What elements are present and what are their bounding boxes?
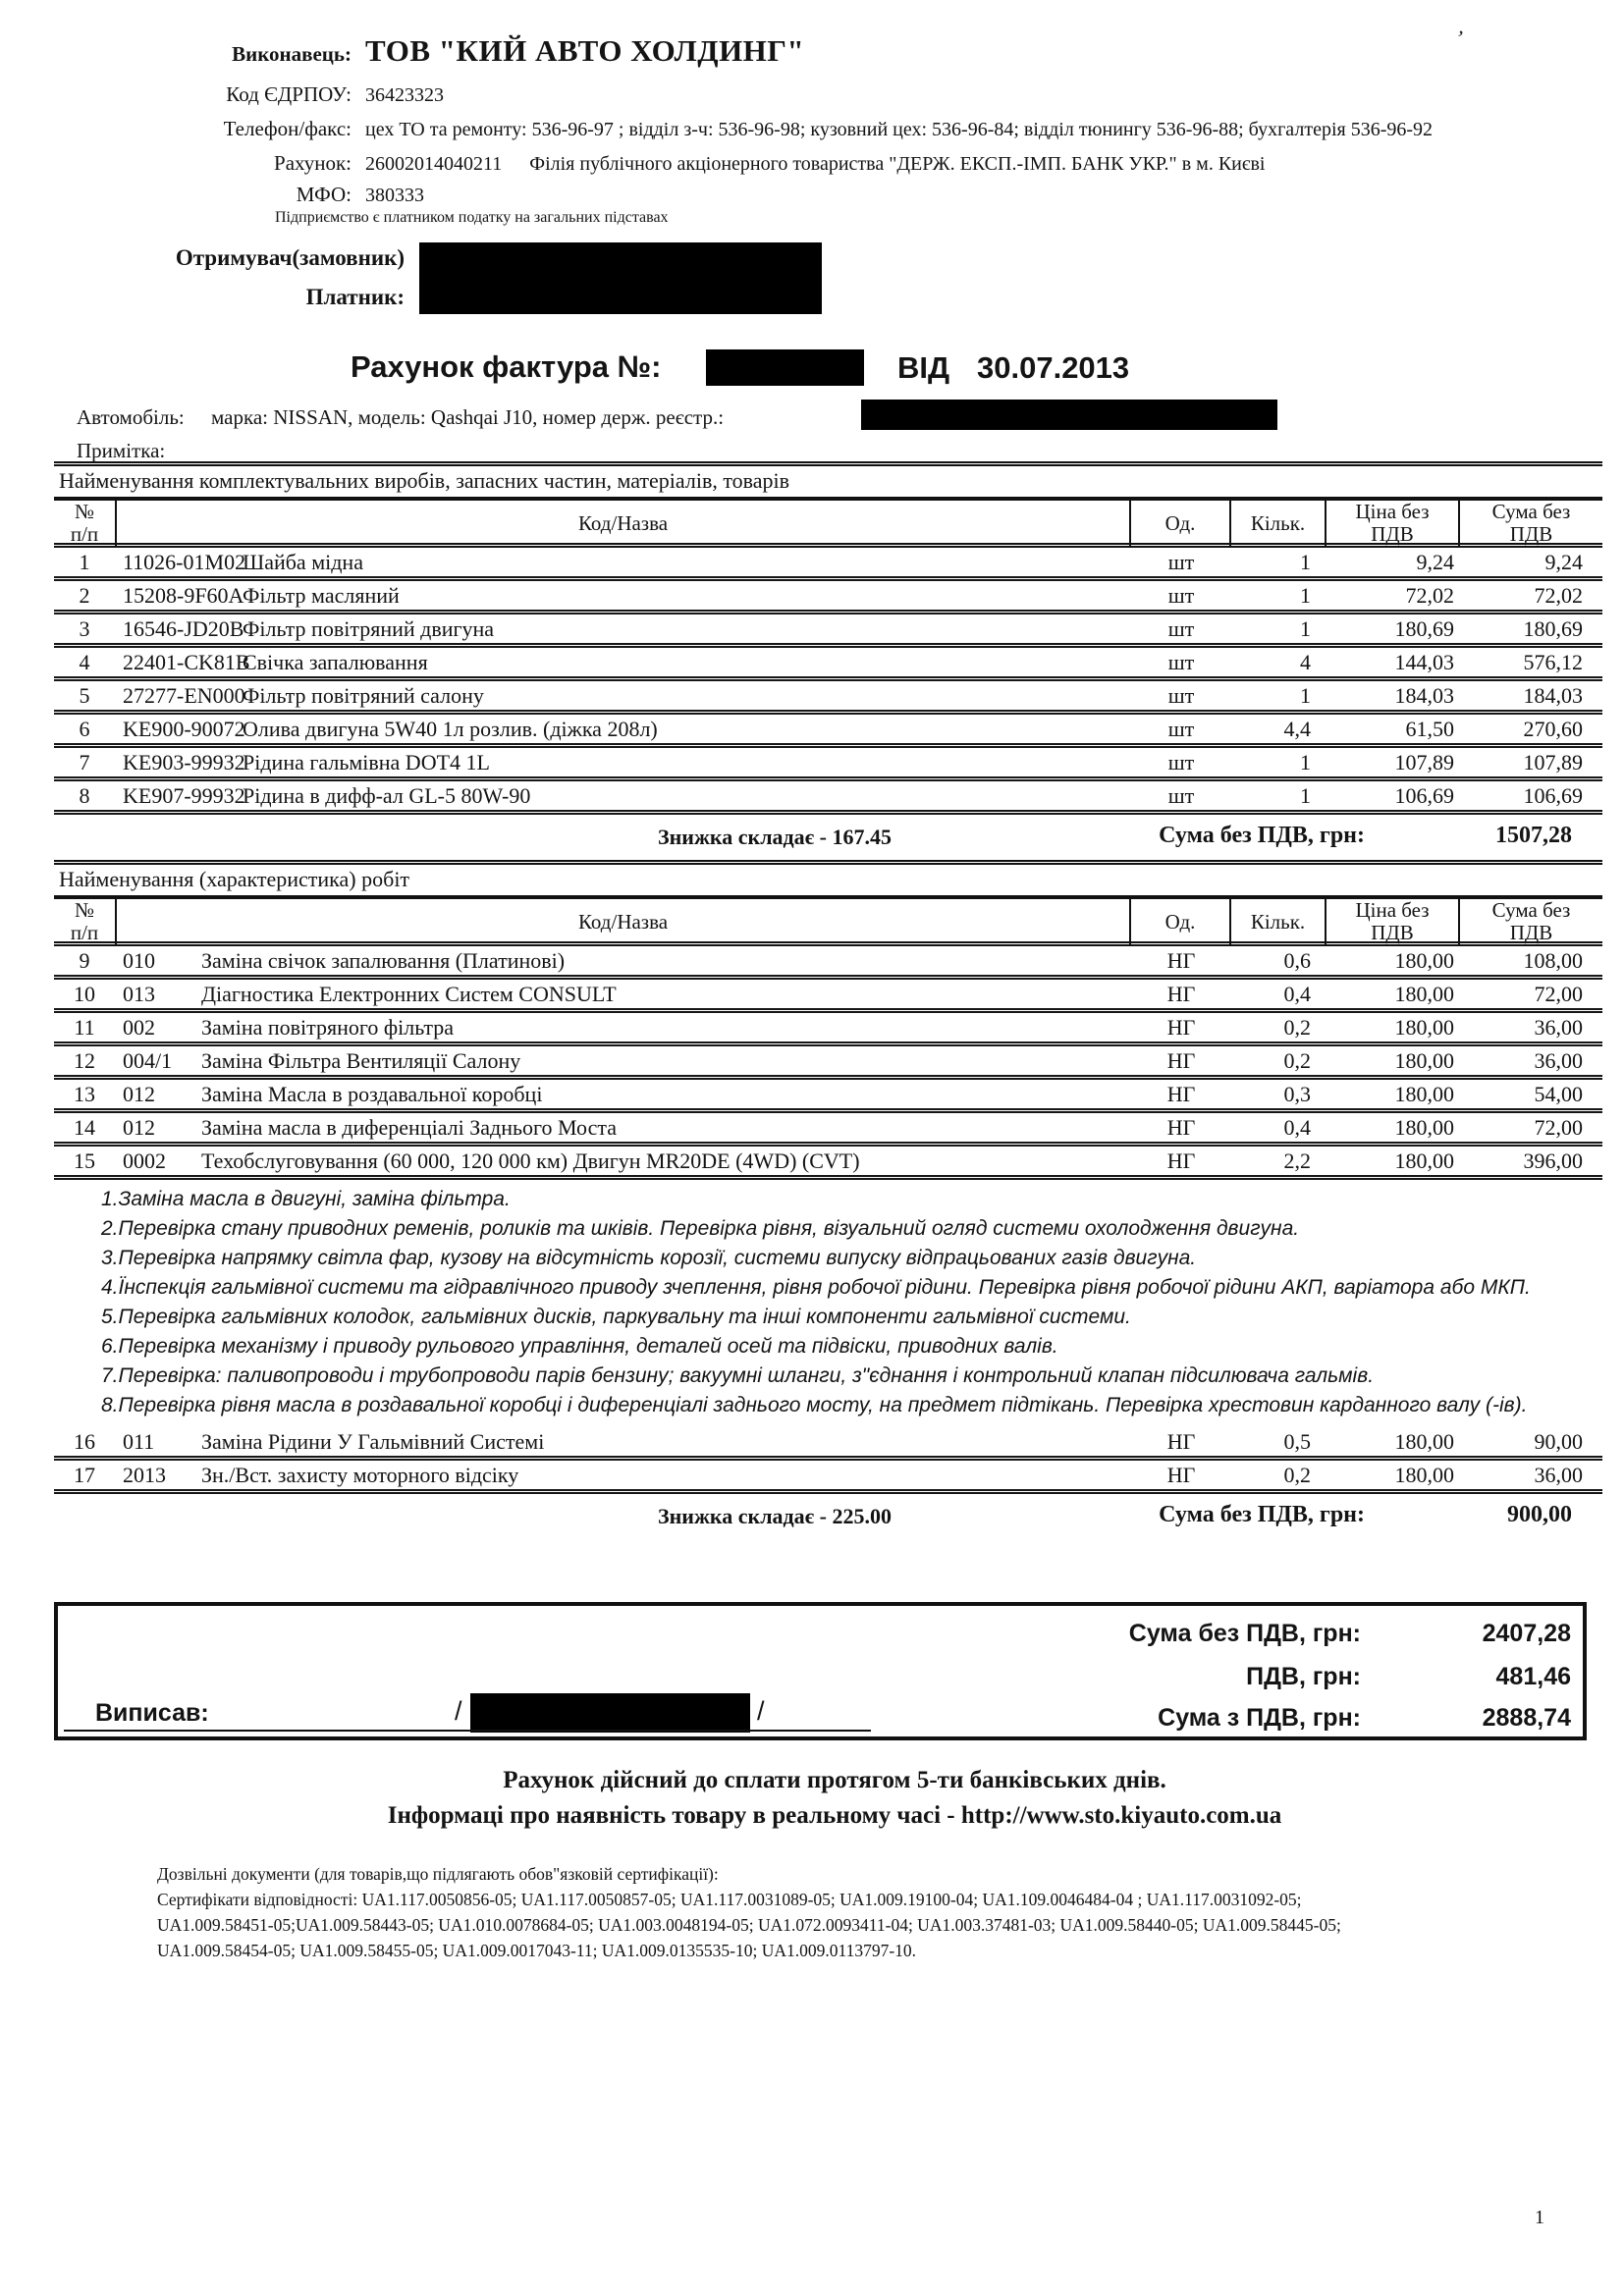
redacted-issuer-name [470, 1693, 750, 1733]
account-value: 26002014040211 [365, 153, 503, 175]
receiver-label: Отримувач(замовник) [175, 245, 405, 270]
table-row: 11 002 Заміна повітряного фільтра НГ 0,2 180,00 36,00 [54, 1013, 1602, 1046]
works-table-header [54, 895, 1602, 946]
executor-name: ТОВ "КИЙ АВТО ХОЛДИНГ" [365, 33, 805, 68]
slash-left: / [455, 1696, 462, 1726]
vat-row [58, 1663, 1583, 1692]
certificates-line: UA1.009.58451-05;UA1.009.58443-05; UA1.010.0078684-05; UA1.003.0048194-05; UA1.072.0093411-04; UA1.003.37481-03; UA1.009.58440-05; UA1.009.58445-05; [157, 1915, 1341, 1935]
note-item: 4.Їнспекція гальмівної системи та гідравлічного приводу зчеплення, рівня робочої рідини. Перевірка рівня робочої рідини АКП, варіатора або МКП. [101, 1276, 1531, 1299]
phone-label: Телефон/факс: [223, 117, 352, 140]
col-qty: Кільк. [1231, 899, 1326, 944]
net-total-value: 2407,28 [1482, 1620, 1571, 1647]
net-total-row [58, 1620, 1583, 1649]
scan-corner-mark: ʼ [1453, 25, 1466, 51]
table-row: 6 KE900-90072 Олива двигуна 5W40 1л розлив. (діжка 208л) шт 4,4 61,50 270,60 [54, 715, 1602, 748]
parts-table [54, 461, 1602, 858]
payer-label: Платник: [305, 285, 405, 309]
col-no: № п/п [70, 898, 99, 944]
col-codename: Код/Назва [115, 899, 1131, 944]
works-subtotal-label: Сума без ПДВ, грн: [1159, 1502, 1365, 1527]
invoice-title: Рахунок фактура №: [351, 349, 662, 384]
page-number: 1 [1535, 2207, 1544, 2228]
table-row: 14 012 Заміна масла в диференціалі Заднього Моста НГ 0,4 180,00 72,00 [54, 1113, 1602, 1147]
table-row: 16 011 Заміна Рідини У Гальмівний Системі НГ 0,5 180,00 90,00 [54, 1427, 1602, 1461]
col-no: № п/п [70, 500, 99, 546]
slash-right: / [757, 1696, 765, 1726]
parts-subtotal-label: Сума без ПДВ, грн: [1159, 823, 1365, 848]
table-row: 3 16546-JD20B Фільтр повітряний двигуна шт 1 180,69 180,69 [54, 614, 1602, 648]
gross-total-label: Сума з ПДВ, грн: [1158, 1704, 1361, 1732]
note-item: 2.Перевірка стану приводних ременів, роликів та шківів. Перевірка рівня, візуальний огляд системи охолодження двигуна. [101, 1217, 1300, 1240]
table-row: 17 2013 Зн./Вст. захисту моторного відсіку НГ 0,2 180,00 36,00 [54, 1461, 1602, 1494]
totals-box [54, 1602, 1587, 1740]
works-section-title: Найменування (характеристика) робіт [59, 867, 410, 891]
works-notes [101, 1186, 1559, 1419]
works-subtotal-value: 900,00 [1507, 1502, 1572, 1527]
note-item: 1.Заміна масла в двигуні, заміна фільтра. [101, 1188, 511, 1210]
validity-note: Рахунок дійсний до сплати протягом 5-ти банківських днів. [503, 1767, 1166, 1793]
works-discount: Знижка складає - 225.00 [658, 1504, 893, 1528]
redacted-invoice-number [706, 349, 864, 386]
invoice-date-label: ВІД [897, 350, 950, 385]
note-item: 6.Перевірка механізму і приводу рульового управління, деталей осей та підвіски, приводних валів. [101, 1335, 1058, 1358]
vat-value: 481,46 [1495, 1663, 1571, 1690]
col-qty: Кільк. [1231, 501, 1326, 546]
edrpou-row [59, 82, 444, 107]
table-row: 12 004/1 Заміна Фільтра Вентиляції Салону НГ 0,2 180,00 36,00 [54, 1046, 1602, 1080]
parts-discount: Знижка складає - 167.45 [658, 825, 893, 849]
redacted-car-reg [861, 400, 1277, 430]
net-total-label: Сума без ПДВ, грн: [1128, 1620, 1361, 1647]
invoice-date: 30.07.2013 [977, 350, 1130, 385]
parts-subtotal-row [54, 815, 1602, 858]
signature-line [64, 1730, 871, 1732]
table-row: 2 15208-9F60A Фільтр масляний шт 1 72,02 72,02 [54, 581, 1602, 614]
parts-subtotal-value: 1507,28 [1495, 823, 1572, 848]
table-row: 1 11026-01M02 Шайба мідна шт 1 9,24 9,24 [54, 548, 1602, 581]
certificates-block [157, 1861, 1492, 1963]
phone-row [59, 117, 1433, 141]
edrpou-value: 36423323 [365, 84, 444, 106]
executor-label: Виконавець: [232, 42, 352, 66]
note-label: Примітка: [77, 439, 166, 462]
mfo-row [59, 183, 424, 207]
parts-section-title: Найменування комплектувальних виробів, запасних частин, матеріалів, товарів [59, 468, 790, 493]
bank-name: Філія публічного акціонерного товариства "ДЕРЖ. ЕКСП.-ІМП. БАНК УКР." в м. Києві [529, 153, 1266, 175]
permits-note: Дозвільні документи (для товарів,що підлягають обов"язковій сертифікації): [157, 1864, 719, 1884]
col-sum: Сума без ПДВ [1491, 500, 1571, 546]
col-sum: Сума без ПДВ [1491, 898, 1571, 944]
tax-note: Підприємство є платником податку на загальних підставах [275, 209, 669, 226]
col-unit: Од. [1131, 899, 1231, 944]
certificates-line: Сертифікати відповідності: UA1.117.0050856-05; UA1.117.0050857-05; UA1.117.0031089-05; UA1.009.19100-04; UA1.109.0046484-04 ; UA1.117.0031092-05; [157, 1890, 1302, 1909]
col-codename: Код/Назва [115, 501, 1131, 546]
gross-total-value: 2888,74 [1482, 1704, 1571, 1732]
certificates-line: UA1.009.58454-05; UA1.009.58455-05; UA1.009.0017043-11; UA1.009.0135535-10; UA1.009.0113797-10. [157, 1941, 917, 1960]
note-item: 7.Перевірка: паливопроводи і трубопроводи парів бензину; вакуумні шланги, з"єднання і контрольний клапан підсилювача гальмів. [101, 1364, 1375, 1387]
issued-by-label: Виписав: [95, 1699, 209, 1727]
mfo-value: 380333 [365, 185, 424, 206]
table-row: 9 010 Заміна свічок запалювання (Платинові) НГ 0,6 180,00 108,00 [54, 946, 1602, 980]
col-price: Ціна без ПДВ [1326, 899, 1460, 944]
col-unit: Од. [1131, 501, 1231, 546]
executor-row [59, 33, 804, 69]
phone-value: цех ТО та ремонту: 536-96-97 ; відділ з-ч: 536-96-98; кузовний цех: 536-96-84; відділ тюнингу 536-96-88; бухгалтерія 536-96-92 [365, 119, 1434, 140]
table-row: 15 0002 Техобслуговування (60 000, 120 000 км) Двигун MR20DE (4WD) (CVT) НГ 2,2 180,00 396,00 [54, 1147, 1602, 1180]
works-table [54, 860, 1602, 1537]
edrpou-label: Код ЄДРПОУ: [226, 82, 352, 106]
car-value: марка: NISSAN, модель: Qashqai J10, номер держ. реєстр.: [211, 405, 725, 429]
note-item: 8.Перевірка рівня масла в роздавальної коробці і диференціалі заднього мосту, на предмет підтікань. Перевірка хрестовин карданного валу (-ів). [101, 1394, 1528, 1416]
mfo-label: МФО: [296, 183, 352, 206]
availability-note: Інформаці про наявність товару в реальному часі - http://www.sto.kiyauto.com.ua [387, 1802, 1282, 1829]
table-row: 7 KE903-99932 Рідина гальмівна DOT4 1L шт 1 107,89 107,89 [54, 748, 1602, 781]
col-price: Ціна без ПДВ [1326, 501, 1460, 546]
table-row: 13 012 Заміна Масла в роздавальної коробці НГ 0,3 180,00 54,00 [54, 1080, 1602, 1113]
account-label: Рахунок: [274, 151, 352, 175]
table-row: 5 27277-EN000 Фільтр повітряний салону шт 1 184,03 184,03 [54, 681, 1602, 715]
car-label: Автомобіль: [77, 405, 185, 429]
vat-label: ПДВ, грн: [1246, 1663, 1361, 1690]
account-row [59, 151, 1265, 176]
table-row: 10 013 Діагностика Електронних Систем CONSULT НГ 0,4 180,00 72,00 [54, 980, 1602, 1013]
note-item: 5.Перевірка гальмівних колодок, гальмівних дисків, паркувальну та інші компоненти гальмівної системи. [101, 1306, 1131, 1328]
note-item: 3.Перевірка напрямку світла фар, кузову на відсутність корозії, системи випуску відпрацьованих газів двигуна. [101, 1247, 1197, 1269]
redacted-receiver-payer [419, 242, 822, 314]
parts-table-header [54, 497, 1602, 548]
table-row: 8 KE907-99932 Рідина в дифф-ал GL-5 80W-90 шт 1 106,69 106,69 [54, 781, 1602, 815]
works-subtotal-row [54, 1494, 1602, 1537]
table-row: 4 22401-CK81B Свічка запалювання шт 4 144,03 576,12 [54, 648, 1602, 681]
